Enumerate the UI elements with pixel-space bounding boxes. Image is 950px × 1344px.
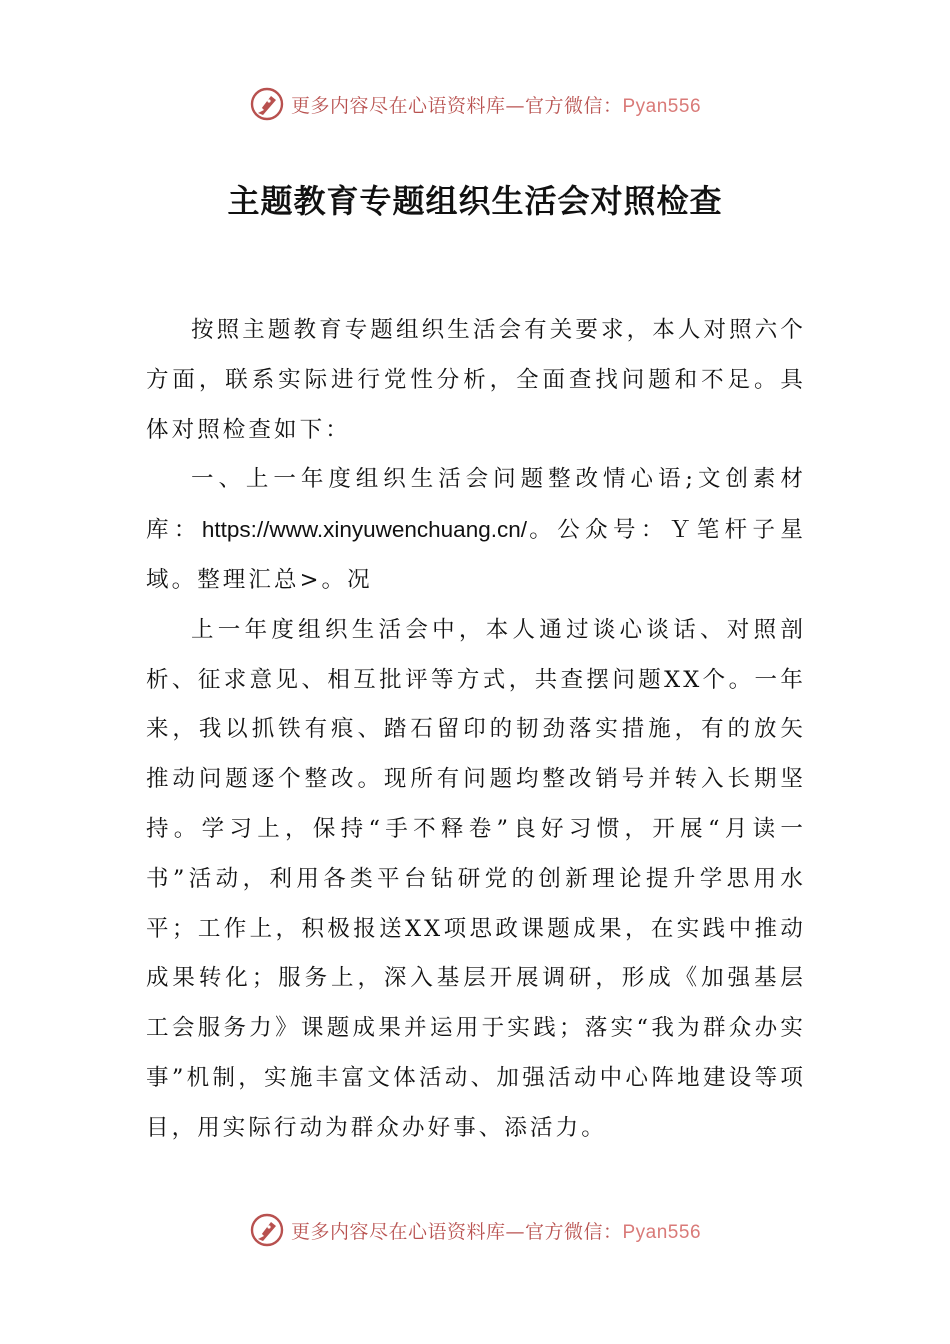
wechat-id: Pyan556	[622, 95, 702, 117]
header-banner	[0, 84, 950, 124]
pen-nib-logo-icon	[249, 86, 285, 122]
paragraph-rectification-summary: 上一年度组织生活会中，本人通过谈心谈话、对照剖析、征求意见、相互批评等方式，共查摆问题XX个。一年来，我以抓铁有痕、踏石留印的韧劲落实措施，有的放矢推动问题逐个整改。现所有问题均整改销号并转入长期坚持。学习上，保持“手不释卷”良好习惯，开展“月读一书”活动，利用各类平台钻研党的创新理论提升学思用水平；工作上，积极报送XX项思政课题成果，在实践中推动成果转化；服务上，深入基层开展调研，形成《加强基层工会服务力》课题成果并运用于实践；落实“我为群众办实事”机制，实施丰富文体活动、加强活动中心阵地建设等项目，用实际行动为群众办好事、添活力。	[146, 616, 806, 1141]
banner-text: 更多内容尽在心语资料库—官方微信：Pyan556	[290, 94, 702, 117]
wechat-id: Pyan556	[622, 1221, 702, 1243]
pen-nib-logo-icon	[249, 1212, 285, 1248]
footer-banner	[0, 1210, 950, 1250]
source-url: https://www.xinyuwenchuang.cn/	[201, 517, 527, 543]
paragraph-intro: 按照主题教育专题组织生活会有关要求，本人对照六个方面，联系实际进行党性分析，全面查找问题和不足。具体对照检查如下：	[146, 317, 806, 443]
page-title: 主题教育专题组织生活会对照检查	[227, 182, 723, 220]
banner-text: 更多内容尽在心语资料库—官方微信：Pyan556	[290, 1220, 702, 1243]
paragraph-section-one-heading: 一、上一年度组织生活会问题整改情心语;文创素材库：https://www.xinyuwenchuang.cn/。公众号：Ｙ笔杆子星域。整理汇总>。况	[146, 466, 806, 593]
document-body	[146, 306, 806, 1154]
